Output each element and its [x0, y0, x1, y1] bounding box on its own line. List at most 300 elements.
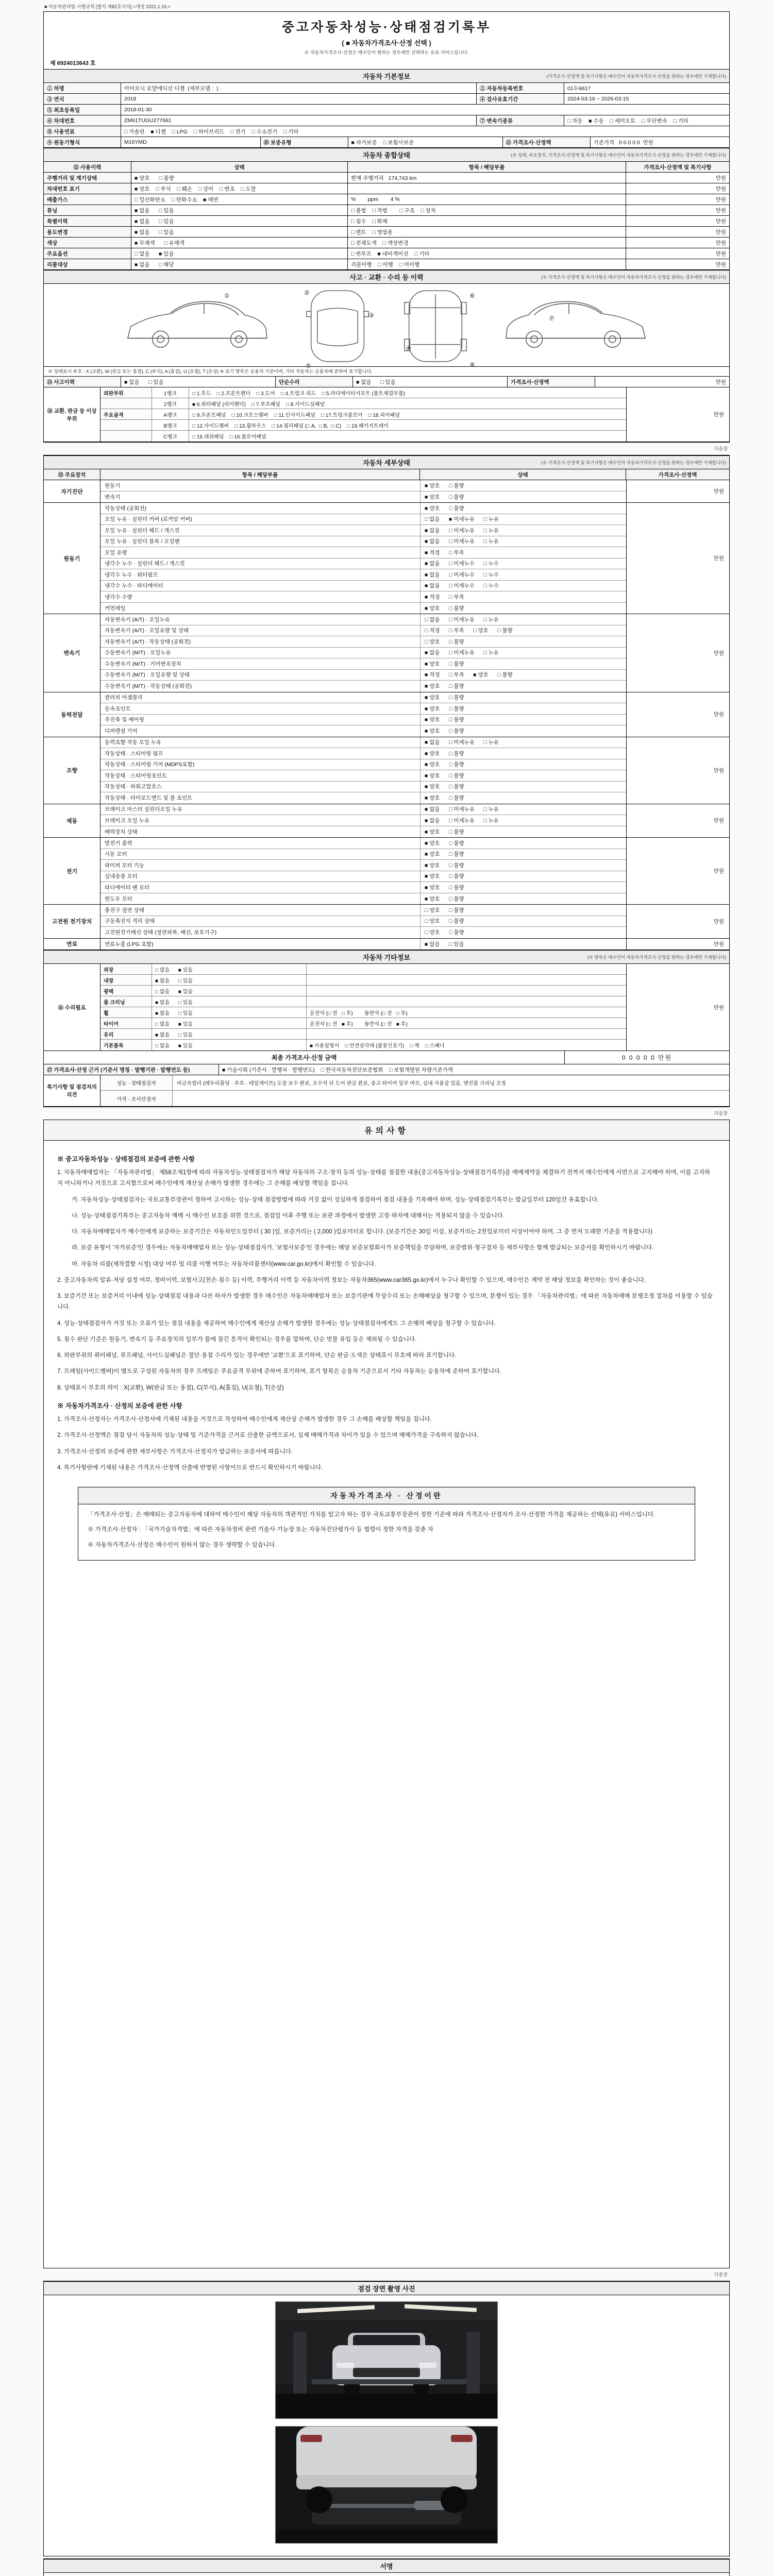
title-note: ※ 자동차가격조사·산정은 매수인이 원하는 경우에만 선택하는 유료 서비스입니다. — [304, 50, 469, 55]
etc-row — [100, 1018, 626, 1029]
accident-price-label: 가격조사·산정액 — [508, 377, 595, 387]
car-diagram-top-view — [304, 288, 372, 364]
panel-item-checkboxes[interactable]: □ 9.프론트패널 □ 10.크로스멤버 □ 11.인사이드패널 □ 17.트렁크플로어 □ 18.리어패널 — [192, 412, 400, 418]
repair-needed-label: ⑯ 수리필요 — [44, 964, 100, 1050]
device-item-checkboxes[interactable]: □ 없음 □ 미세누유 □ 누유 — [420, 614, 626, 625]
notice-paragraph: 라. 보증 유형이 '자가보증'인 경우에는 자동차매매업자 또는 성능·상태점검자가, '보험사보증'인 경우에는 해당 보증보험회사가 보증책임을 부담하며, 보증범위·청구절차 등 세부사항은 함께 발급되는 보증서를 확인하시기 바랍니다. — [72, 1245, 654, 1251]
device-group-row — [44, 614, 729, 692]
device-name: 변속기 — [44, 614, 100, 692]
device-item-row — [100, 893, 626, 905]
device-item-row — [100, 871, 626, 883]
device-item-label: 등속조인트 — [105, 705, 131, 712]
device-item-checkboxes[interactable]: ■ 없음 □ 미세누유 □ 누유 — [420, 536, 626, 547]
device-item-checkboxes[interactable]: ■ 양호 □ 불량 — [420, 603, 626, 614]
device-item-checkboxes[interactable]: ■ 양호 □ 불량 — [420, 692, 626, 703]
etc-row — [100, 964, 626, 975]
device-item-label: 자동변속기 (A/T) · 오일누유 — [105, 616, 170, 623]
device-item-row — [100, 569, 626, 581]
col-major-device: ⑮ 주요장치 — [44, 469, 100, 480]
device-item-label: 오일 누유 · 실린더 헤드 / 개스킷 — [105, 527, 180, 534]
device-item-row — [100, 927, 626, 938]
overall-price-cell: 만원 — [715, 207, 726, 214]
device-item-checkboxes[interactable]: ■ 양호 □ 불량 — [420, 715, 626, 725]
device-item-label: 원동기 — [105, 482, 121, 489]
device-item-row — [100, 860, 626, 871]
overall-item-label: 색상 — [44, 238, 131, 248]
device-name: 제동 — [44, 804, 100, 838]
device-item-label: 브레이크 오일 누유 — [105, 817, 149, 824]
device-price-cell: 만원 — [626, 480, 729, 502]
notice-paragraph: 4. 특기사항란에 기재된 내용은 가격조사·산정액 산출에 반영된 사항이므로 반드시 확인하시기 바랍니다. — [57, 1464, 323, 1471]
device-item-checkboxes[interactable]: □ 적정 □ 부족 □ 양호 □ 불량 — [420, 625, 626, 636]
etc-item-label: 기본품목 — [100, 1040, 152, 1050]
diagram-number: ⑧ — [469, 361, 475, 368]
device-item-label: 고전원전기배선 상태 (절연피복, 배선, 보호기구) — [105, 929, 217, 936]
device-item-row — [100, 804, 626, 816]
device-item-row — [100, 715, 626, 726]
device-item-label: 수동변속기 (M/T) · 오일누유 — [105, 650, 171, 656]
panel-price-cell: 만원 — [626, 387, 729, 442]
device-item-checkboxes[interactable]: ■ 양호 □ 불량 — [420, 882, 626, 893]
transmission-options[interactable]: □ 자동 ■ 수동 □ 세미오토 □ 무단변속 □ 기타 — [567, 117, 688, 124]
overall-state-checkboxes[interactable]: ■ 없음 □ 해당 — [131, 259, 348, 269]
overall-note: □ 렌트 □ 영업용 — [348, 227, 626, 237]
overall-row — [44, 216, 729, 227]
device-item-checkboxes[interactable]: □ 양호 □ 불량 — [420, 927, 626, 938]
etc-state-checkboxes[interactable]: □ 없음 ■ 있음 — [152, 1040, 307, 1050]
overall-price-cell: 만원 — [715, 175, 726, 181]
overall-state-checkboxes[interactable]: ■ 양호 □ 부식 □ 훼손 □ 상이 □ 변조 □ 도말 — [131, 183, 348, 194]
device-item-row — [100, 703, 626, 715]
device-item-label: 라디에이터 팬 모터 — [105, 884, 149, 891]
etc-item-label: 광택 — [100, 986, 152, 996]
device-item-checkboxes[interactable]: ■ 양호 □ 불량 — [420, 770, 626, 781]
section-title: 자동차 종합상태 — [363, 151, 410, 159]
remarks-label: 특기사항 및 점검자의 의견 — [44, 1075, 100, 1106]
device-item-row — [100, 681, 626, 692]
device-item-label: 디퍼렌셜 기어 — [105, 728, 138, 735]
device-item-row — [100, 658, 626, 670]
panel-rank-label: B랭크 — [152, 420, 189, 430]
device-item-checkboxes[interactable]: □ 없음 ■ 미세누유 □ 누유 — [420, 514, 626, 525]
notice-section-1-list — [57, 1167, 716, 1394]
etc-state-checkboxes[interactable]: □ 없음 ■ 있음 — [152, 1018, 307, 1028]
document-title: 중고자동차성능·상태점검기록부 — [281, 20, 492, 35]
section-note: (※ 가격조사·산정액 및 특기사항은 매수인이 자동차가격조사·산정을 원하는 경우에만 기재합니다) — [541, 460, 726, 465]
device-item-row — [100, 748, 626, 759]
col-detail-state: 상태 — [420, 469, 626, 480]
next-page-note: 다음장 — [714, 446, 728, 451]
etc-note-checkboxes[interactable]: 운전석 (□ 전 □ 후) 동반석 (□ 전 □ 후) — [310, 1010, 408, 1016]
device-item-label: 커먼레일 — [105, 605, 126, 612]
etc-note-checkboxes[interactable] — [307, 975, 626, 985]
device-item-row — [100, 905, 626, 916]
etc-state-checkboxes[interactable]: ■ 없음 □ 있음 — [152, 1029, 307, 1039]
panel-rank-label: 1랭크 — [152, 387, 189, 398]
device-item-checkboxes[interactable]: ■ 양호 □ 불량 — [420, 658, 626, 669]
etc-note-checkboxes[interactable] — [307, 1029, 626, 1039]
inspection-period-value: 2024-03-16 ~ 2026-03-15 — [567, 96, 629, 102]
device-item-label: 추진축 및 베어링 — [105, 717, 144, 723]
device-price-cell: 만원 — [626, 905, 729, 938]
device-item-label: 클러치 어셈블리 — [105, 694, 143, 701]
device-item-label: 오일 유량 — [105, 549, 127, 556]
device-item-row — [100, 939, 626, 950]
overall-state-checkboxes[interactable]: ■ 무채색 □ 유채색 — [131, 238, 348, 248]
device-item-row — [100, 636, 626, 648]
device-item-checkboxes[interactable]: ■ 양호 □ 불량 — [420, 681, 626, 692]
overall-state-checkboxes[interactable]: ■ 없음 □ 있음 — [131, 205, 348, 215]
etc-item-label: 외장 — [100, 964, 152, 974]
device-item-label: 윈도우 모터 — [105, 895, 132, 902]
etc-info-table — [44, 964, 729, 1051]
etc-item-label: 타이어 — [100, 1018, 152, 1028]
overall-item-label: 주행거리 및 계기상태 — [44, 173, 131, 183]
device-price-cell: 만원 — [626, 503, 729, 614]
title-block — [44, 12, 729, 58]
explainer-line: ※ 가격조사·산정자 : 「국가기술자격법」에 따른 자동차정비 관련 기술사·기능장 또는 자동차진단평가사 등 법령이 정한 자격을 갖춘 자 — [88, 1527, 433, 1533]
overall-price-cell: 만원 — [715, 250, 726, 257]
registration-number-value: 01두6617 — [567, 85, 591, 92]
overall-item-label: 튜닝 — [44, 205, 131, 215]
explainer-line: ※ 자동차가격조사·산정은 매수인이 원하지 않는 경우 생략할 수 있습니다. — [88, 1541, 277, 1548]
device-item-checkboxes[interactable]: □ 양호 □ 불량 — [420, 905, 626, 916]
first-registration-label: ⑤ 최초등록일 — [44, 105, 121, 115]
state-mark-legend: ※ 상태표시 부호 : X (교환), W (판금 또는 용접), C (부식), A (흠집), U (요철), T (손상) ※ 표기 항목은 승용차 기준이며, 기타 자동차는 승용차에 준하여 표기합니다. — [44, 367, 729, 377]
inspection-period-label: ④ 검사유효기간 — [477, 94, 564, 104]
device-item-checkboxes[interactable]: ■ 양호 □ 불량 — [420, 725, 626, 737]
panel-group-label — [100, 420, 152, 430]
device-item-row — [100, 503, 626, 514]
overall-price-cell: 만원 — [715, 196, 726, 203]
overall-price-cell: 만원 — [715, 185, 726, 192]
col-parts: 항목 / 해당부품 — [348, 162, 626, 172]
overall-price-cell: 만원 — [715, 229, 726, 235]
etc-state-checkboxes[interactable]: □ 없음 ■ 있음 — [152, 986, 307, 996]
notice-paragraph: 마. 자동차 리콜(제작결함 시정) 대상 여부 및 리콜 이행 여부는 자동차리콜센터(www.car.go.kr)에서 확인할 수 있습니다. — [72, 1261, 376, 1267]
device-item-checkboxes[interactable]: ■ 없음 □ 미세누유 □ 누유 — [420, 648, 626, 658]
notice-paragraph: 다. 자동차매매업자가 매수인에게 보증하는 보증기간은 자동차인도일부터 ( 30 )일, 보증거리는 ( 2,000 )킬로미터로 합니다. (보증기간은 30일 이상, 보증거리는 2천킬로미터 이상이어야 하며, 그 중 먼저 도래한 기준을 적용합니다) — [72, 1229, 653, 1235]
device-item-checkboxes[interactable]: ■ 적정 □ 부족 ■ 양호 □ 불량 — [420, 670, 626, 681]
fuel-label: ⑧ 사용연료 — [44, 126, 121, 137]
etc-note-checkboxes[interactable]: 운전석 (□ 전 ■ 후) 동반석 (□ 전 ■ 후) — [310, 1021, 408, 1027]
device-price-cell: 만원 — [626, 838, 729, 904]
basic-info-table — [44, 83, 729, 148]
device-item-row — [100, 648, 626, 659]
car-name-label: ① 차명 — [44, 83, 121, 93]
panel-item-checkboxes[interactable]: ■ 6.쿼터패널 (리어펜더) □ 7.루프패널 □ 8.사이드실패널 — [192, 401, 325, 408]
overall-state-checkboxes[interactable]: ■ 없음 □ 있음 — [131, 227, 348, 237]
overall-row — [44, 238, 729, 248]
device-item-row — [100, 815, 626, 826]
form-reference: ■ 자동차관리법 시행규칙 [별지 제82호서식] <개정 2021.1.19.> — [44, 4, 171, 9]
price-appraisal-explainer-body — [78, 1504, 695, 1560]
next-page-note: 다음장 — [714, 1111, 728, 1116]
device-item-label: 냉각수 수량 — [105, 594, 132, 600]
panel-row — [100, 409, 626, 420]
device-item-checkboxes[interactable]: ■ 없음 □ 미세누유 □ 누유 — [420, 525, 626, 536]
device-item-label: 충전구 절연 상태 — [105, 907, 144, 913]
price-appraisal-option[interactable]: ( ■ 자동차가격조사·산정 선택 ) — [342, 39, 431, 47]
device-item-label: 작동상태 · 스티어링조인트 — [105, 772, 167, 779]
notice-section-1-title: ※ 중고자동차성능 · 상태점검의 보증에 관한 사항 — [57, 1156, 195, 1163]
device-item-checkboxes[interactable]: ■ 없음 □ 미세누유 □ 누유 — [420, 804, 626, 815]
etc-state-checkboxes[interactable]: ■ 없음 □ 있음 — [152, 996, 307, 1007]
notice-title: 유의사항 — [44, 1120, 729, 1141]
device-item-row — [100, 480, 626, 492]
overall-row — [44, 248, 729, 259]
etc-note-checkboxes[interactable] — [307, 986, 626, 996]
col-detail-price: 가격조사·산정액 — [658, 471, 697, 478]
etc-state-checkboxes[interactable]: □ 없음 ■ 있음 — [152, 964, 307, 974]
diagram-number: ③ — [368, 312, 374, 319]
device-item-checkboxes[interactable]: ■ 양호 □ 불량 — [420, 860, 626, 871]
device-item-checkboxes[interactable]: ■ 양호 □ 불량 — [420, 826, 626, 838]
main-form-box — [43, 11, 730, 443]
device-item-checkboxes[interactable]: □ 양호 □ 불량 — [420, 916, 626, 927]
overall-price-cell: 만원 — [715, 218, 726, 225]
device-item-label: 작동상태 (공회전) — [105, 505, 146, 512]
device-item-row — [100, 670, 626, 681]
device-item-row — [100, 792, 626, 804]
overall-note: 리콜이행 : □ 이행 □ 미이행 — [348, 259, 626, 269]
device-item-row — [100, 603, 626, 614]
device-item-checkboxes[interactable]: ■ 양호 □ 불량 — [420, 759, 626, 770]
etc-row — [100, 1040, 626, 1050]
section-note: (※ 가격조사·산정액 및 특기사항은 매수인이 자동차가격조사·산정을 원하는 경우에만 기재합니다) — [541, 274, 726, 280]
device-item-label: 변속기 — [105, 494, 121, 500]
diagram-number: ② — [304, 289, 310, 296]
device-name: 전기 — [44, 838, 100, 904]
panel-group-label: 주요골격 — [100, 409, 152, 419]
engine-type-label: ⑨ 원동기형식 — [44, 137, 121, 147]
section-title: 사고 · 교환 · 수리 등 이력 — [349, 274, 424, 281]
device-name: 원동기 — [44, 503, 100, 614]
notice-paragraph: 7. 프레임(사이드멤버)이 별도로 구성된 자동차의 경우 프레임은 주요골격 부위에 준하여 표기하며, 표기 항목은 승용차 기준으로서 기타 자동차는 승용차에 준하여 표기합니다. — [57, 1368, 501, 1375]
panel-group-label — [100, 398, 152, 409]
overall-state-checkboxes[interactable]: □ 일산화탄소 □ 탄화수소 ■ 매연 — [131, 194, 348, 205]
device-group-row — [44, 804, 729, 838]
overall-row — [44, 205, 729, 216]
device-price-cell: 만원 — [626, 692, 729, 737]
device-group-row — [44, 737, 729, 804]
appraisal-basis-row — [44, 1064, 729, 1075]
device-item-checkboxes[interactable]: ■ 양호 □ 불량 — [420, 703, 626, 714]
etc-note-checkboxes[interactable]: ■ 사용설명서 □ 안전삼각대 (불꽃신호기) □ 잭 □ 스패너 — [310, 1043, 445, 1049]
device-item-label: 배력장치 상태 — [105, 828, 138, 835]
device-item-label: 냉각수 누수 · 워터펌프 — [105, 571, 158, 578]
notice-paragraph: 3. 보증기간 또는 보증거리 이내에 성능·상태점검 내용과 다른 하자가 발생한 경우 매수인은 자동차매매업자 또는 보증기관에 무상수리 또는 손해배상을 청구할 수 있으며, 분쟁이 있는 경우 「자동차관리법」에 따른 자동차매매 분쟁조정 절차를 이용할 수 있습니다. — [57, 1293, 713, 1311]
panel-item-checkboxes[interactable]: □ 1.후드 □ 2.프론트펜더 □ 3.도어 □ 4.트렁크 리드 □ 5.라디에이터서포트 (볼트체결부품) — [192, 391, 405, 397]
accident-history-checkboxes[interactable]: ■ 없음 □ 있음 — [121, 377, 276, 387]
section-header-basic-info — [44, 69, 729, 83]
device-item-checkboxes[interactable]: ■ 없음 □ 미세누수 □ 누수 — [420, 558, 626, 569]
device-item-checkboxes[interactable]: ■ 양호 □ 불량 — [420, 849, 626, 860]
section-title: 서명 — [380, 2563, 393, 2570]
overall-item-label: 용도변경 — [44, 227, 131, 237]
device-item-row — [100, 849, 626, 860]
device-item-row — [100, 725, 626, 737]
device-item-checkboxes[interactable]: ■ 적정 □ 부족 — [420, 547, 626, 558]
overall-condition-table — [44, 162, 729, 270]
device-item-row — [100, 581, 626, 592]
device-item-checkboxes[interactable]: ■ 없음 □ 미세누유 □ 누유 — [420, 815, 626, 826]
device-item-label: 오일 누유 · 실린더 블록 / 오일팬 — [105, 538, 180, 545]
model-year-value: 2018 — [121, 94, 477, 104]
device-item-row — [100, 625, 626, 637]
device-item-checkboxes[interactable]: ■ 양호 □ 불량 — [420, 503, 626, 514]
detail-condition-table — [44, 480, 729, 950]
section-title: 자동차 기타정보 — [363, 954, 410, 961]
photos-box — [43, 2281, 730, 2556]
device-item-checkboxes[interactable]: ■ 양호 □ 불량 — [420, 480, 626, 491]
inspector-remarks-row — [100, 1075, 729, 1091]
device-item-label: 시동 모터 — [105, 851, 127, 858]
notice-paragraph: 나. 성능·상태점검기록부는 중고자동차 매매 시 매수인 보호를 위한 것으로, 점검일 이후 주행 또는 보관 과정에서 발생한 고장·하자에 대해서는 적용되지 않을 수 있습니다. — [72, 1212, 505, 1219]
accident-price-unit: 만원 — [715, 379, 726, 385]
device-price-cell: 만원 — [626, 939, 729, 950]
col-item-parts: 항목 / 해당부품 — [100, 469, 420, 480]
overall-state-checkboxes[interactable]: ■ 양호 □ 불량 — [131, 173, 348, 183]
first-registration-value: 2018-01-30 — [124, 107, 152, 113]
device-item-checkboxes[interactable]: ■ 양호 □ 불량 — [420, 792, 626, 804]
device-item-checkboxes[interactable]: ■ 양호 □ 불량 — [420, 871, 626, 882]
device-item-label: 수동변속기 (M/T) · 기어변속장치 — [105, 660, 181, 667]
etc-state-checkboxes[interactable]: ■ 없음 □ 있음 — [152, 1007, 307, 1018]
simple-repair-label: 단순수리 — [276, 377, 353, 387]
overall-state-checkboxes[interactable]: ■ 없음 □ 있음 — [131, 216, 348, 226]
notice-body — [44, 1141, 729, 1574]
inspector-role-label: 성능 · 상태점검자 — [100, 1075, 173, 1090]
device-group-row — [44, 905, 729, 939]
signature-box — [43, 2558, 730, 2576]
device-item-label: 와이퍼 모터 기능 — [105, 862, 144, 869]
device-item-checkboxes[interactable]: □ 양호 □ 불량 — [420, 636, 626, 647]
warranty-type-options[interactable]: ■ 자가보증 □ 보험사보증 — [348, 137, 503, 147]
panel-row — [100, 431, 626, 442]
notice-paragraph: 1. 가격조사·산정자는 가격조사·산정서에 기재된 내용을 거짓으로 작성하여 매수인에게 재산상 손해가 발생한 경우 그 손해를 배상할 책임을 집니다. — [57, 1416, 432, 1422]
device-item-row — [100, 614, 626, 625]
device-item-label: 구동축전지 격리 상태 — [105, 918, 155, 925]
panel-row — [100, 398, 626, 409]
device-item-checkboxes[interactable]: ■ 적정 □ 부족 — [420, 591, 626, 602]
vin-label: ⑥ 차대번호 — [44, 115, 121, 126]
panel-row — [100, 420, 626, 431]
device-item-label: 냉각수 누수 · 실린더 헤드 / 개스킷 — [105, 561, 185, 567]
device-item-checkboxes[interactable]: ■ 양호 □ 불량 — [420, 492, 626, 503]
inspection-photo-1 — [275, 2301, 498, 2419]
document-page — [43, 0, 730, 2576]
etc-row — [100, 1007, 626, 1018]
final-appraisal-row — [44, 1051, 729, 1064]
overall-row — [44, 259, 729, 270]
inspector-remarks-text: 비금속컬러 (테두리몰딩 · 루프 · 테일게이트) 도장 보수 완료, 조수석 뒤 도어 판금 완료, 중고 타이어 일부 마모, 실내 사용감 있음, 엔진룸 크리닝 조정 — [177, 1081, 506, 1087]
etc-state-checkboxes[interactable]: ■ 없음 □ 있음 — [152, 975, 307, 985]
panel-row — [100, 387, 626, 398]
simple-repair-checkboxes[interactable]: ■ 없음 □ 있음 — [353, 377, 508, 387]
device-item-label: 수동변속기 (M/T) · 작동상태 (공회전) — [105, 683, 192, 690]
next-page-note: 다음장 — [714, 2272, 728, 2277]
overall-state-checkboxes[interactable]: □ 없음 ■ 있음 — [131, 248, 348, 259]
section-header-overall-condition — [44, 148, 729, 162]
device-item-row — [100, 916, 626, 927]
section-title: 자동차 기본정보 — [363, 73, 410, 80]
appraisal-price-value: 기준가격 0 0 0 0 0 만원 — [593, 139, 653, 146]
final-appraisal-label: 최종 가격조사·산정 금액 — [271, 1054, 337, 1061]
device-item-row — [100, 782, 626, 793]
overall-item-label: 리콜대상 — [44, 259, 131, 269]
fuel-options[interactable]: □ 가솔린 ■ 디젤 □ LPG □ 하이브리드 □ 전기 □ 수소전기 □ 기타 — [124, 128, 299, 135]
appraisal-basis-checkboxes[interactable]: ■ 기술사회 (기준서 · 발행처 · 발행연도) □ 한국자동차진단보증협회 □ 보험개발원 차량기준가액 — [222, 1066, 453, 1073]
final-appraisal-value: 0 0 0 0 0 만원 — [564, 1051, 729, 1064]
device-item-checkboxes[interactable]: ■ 양호 □ 불량 — [420, 782, 626, 792]
device-item-checkboxes[interactable]: ■ 양호 □ 불량 — [420, 838, 626, 849]
panel-item-checkboxes[interactable]: □ 12.사이드멤버 □ 13.휠하우스 □ 14.필러패널 (□ A, □ B, □ C) □ 19.패키지트레이 — [192, 423, 389, 429]
device-item-label: 작동상태 · 파워고압호스 — [105, 784, 162, 790]
overall-row — [44, 183, 729, 194]
notice-paragraph: 2. 중고자동차의 압류·저당 설정 여부, 정비이력, 보험사고(전손·침수 등) 이력, 주행거리 이력 등 자동차이력 정보는 자동차365(www.car365.go.kr)에서 누구나 확인할 수 있으며, 매수인은 계약 전 해당 정보를 확인하는 것이 좋습니다. — [57, 1277, 646, 1283]
device-item-checkboxes[interactable]: ■ 양호 □ 불량 — [420, 748, 626, 759]
device-item-label: 자동변속기 (A/T) · 작동상태 (공회전) — [105, 638, 191, 645]
device-group-row — [44, 480, 729, 503]
device-name: 조향 — [44, 737, 100, 804]
device-item-row — [100, 547, 626, 558]
device-item-checkboxes[interactable]: ■ 양호 □ 불량 — [420, 893, 626, 905]
section-header-detail-condition — [44, 455, 729, 469]
etc-note-checkboxes[interactable] — [307, 996, 626, 1007]
device-name: 동력전달 — [44, 692, 100, 737]
warranty-type-label: ⑩ 보증유형 — [261, 137, 348, 147]
section-header-accident-history — [44, 270, 729, 284]
notice-paragraph: 2. 가격조사·산정액은 점검 당시 자동차의 성능·상태 및 기준가격을 근거로 산출한 금액으로서, 실제 매매가격과 차이가 있을 수 있으며 매매가격을 구속하지 않습니다. — [57, 1432, 479, 1439]
device-item-checkboxes[interactable]: ■ 없음 □ 미세누유 □ 누유 — [420, 737, 626, 748]
section-note: (※ 항목은 매수인이 자동차가격조사·산정을 원하는 경우에만 기재합니다) — [587, 954, 726, 960]
device-item-checkboxes[interactable]: ■ 없음 □ 미세누수 □ 누수 — [420, 569, 626, 580]
panel-group-label — [100, 431, 152, 442]
appraiser-remarks-row — [100, 1091, 729, 1106]
device-price-cell: 만원 — [626, 614, 729, 692]
panel-rank-label: A랭크 — [152, 409, 189, 419]
device-item-checkboxes[interactable]: ■ 없음 □ 있음 — [420, 939, 626, 950]
device-item-row — [100, 759, 626, 771]
etc-row — [100, 975, 626, 986]
section-title: 점검 장면 촬영 사진 — [358, 2285, 415, 2293]
inspection-photo-2 — [275, 2426, 498, 2544]
panel-item-checkboxes[interactable]: □ 15.대쉬패널 □ 16.플로어패널 — [192, 434, 266, 440]
device-item-row — [100, 692, 626, 704]
device-name: 자기진단 — [44, 480, 100, 502]
etc-note-checkboxes[interactable] — [307, 964, 626, 974]
panel-damage-label: ⑭ 교환, 판금 등 이상 부위 — [44, 387, 100, 442]
car-name-value: 아이오닉 로얄에디션 디젤 (세부모델 : ) — [121, 83, 477, 93]
device-item-label: 실내송풍 모터 — [105, 873, 138, 880]
diagram-number: ⑦ — [549, 315, 554, 322]
overall-item-label: 배출가스 — [44, 194, 131, 205]
price-appraisal-explainer-title: 자동차가격조사 · 산정이란 — [78, 1487, 695, 1504]
device-item-label: 수동변속기 (M/T) · 오일유량 및 상태 — [105, 672, 190, 679]
device-item-label: 자동변속기 (A/T) · 오일유량 및 상태 — [105, 628, 189, 634]
etc-item-label: 내장 — [100, 975, 152, 985]
overall-row — [44, 227, 729, 238]
notice-paragraph: 6. 외판부위의 쿼터패널, 루프패널, 사이드실패널은 절단·용접 수리가 있는 경우에만 '교환'으로 표기하며, 단순 판금·도색은 상태표시 부호에 따라 표기합니다. — [57, 1352, 457, 1359]
overall-row — [44, 173, 729, 183]
device-item-label: 연료누출 (LPG 포함) — [105, 941, 154, 947]
device-group-row — [44, 838, 729, 905]
etc-row — [100, 986, 626, 996]
device-item-checkboxes[interactable]: ■ 없음 □ 미세누수 □ 누수 — [420, 581, 626, 591]
notice-paragraph: 1. 자동차매매업자는 「자동차관리법」 제58조제1항에 따라 자동차성능·상태점검자가 해당 자동차의 구조·장치 등의 성능·상태를 점검한 내용(중고자동차성능·상태점검기록부)을 매매계약을 체결하기 전까지 매수인에게 서면으로 고지해야 하며, 이를 고지하지 아니하거나 거짓으로 고지함으로써 매수인에게 재산상 손해가 발생한 경우에는 그 손해를 배상할 책임을 집니다. — [57, 1170, 711, 1187]
transmission-label: ⑦ 변속기종류 — [477, 115, 564, 126]
